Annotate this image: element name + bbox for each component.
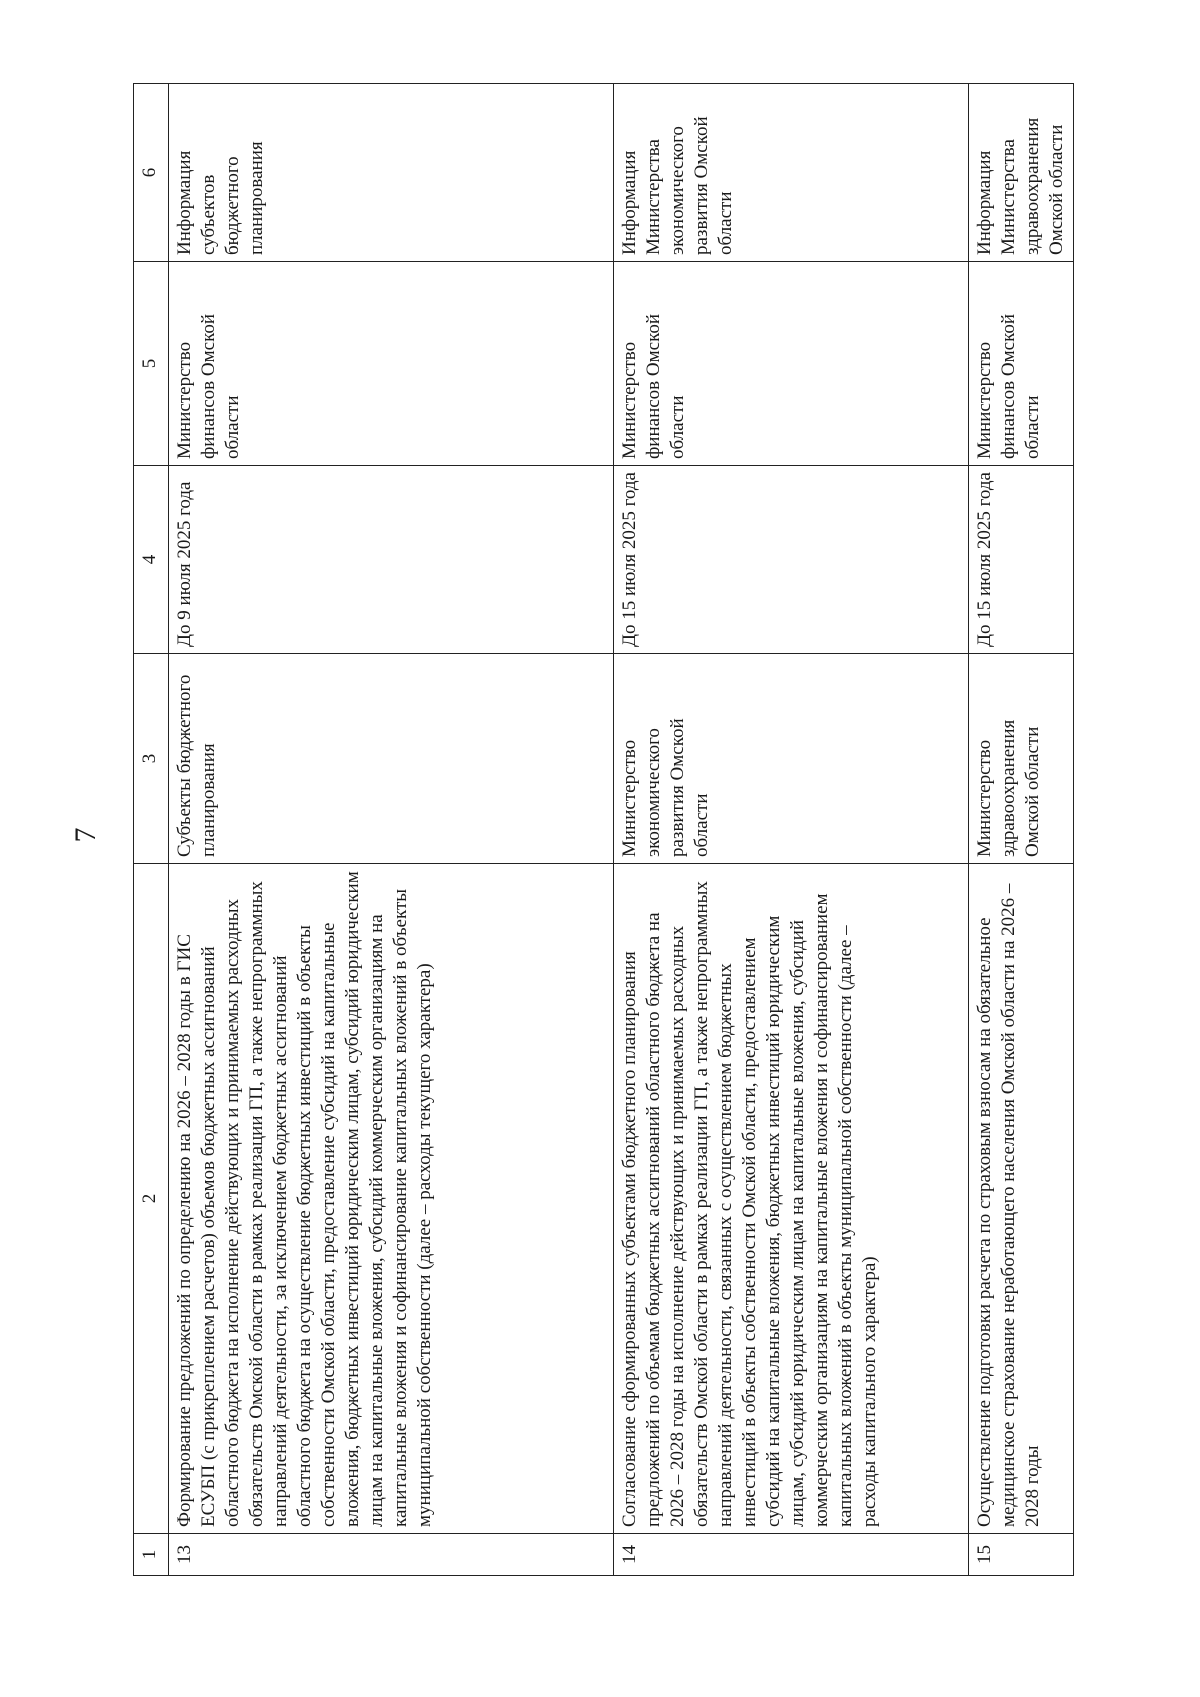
row-description: Осуществление подготовки расчета по страховым взносам на обязательное медицинское страхование неработающего населения Омской области на 2026 – 2028 годы <box>969 864 1074 1534</box>
row-number: 14 <box>614 1534 969 1576</box>
row-result: Информация Министерства экономического развития Омской области <box>614 84 969 262</box>
row-deadline: До 9 июля 2025 года <box>169 466 614 654</box>
column-number-row <box>134 84 169 1576</box>
page-number: 7 <box>69 827 102 843</box>
row-description: Согласование сформированных субъектами бюджетного планирования предложений по объемам бюджетных ассигнований областного бюджета на 2026 – 2028 годы на исполнение действующих и принимаемых расходных обязательств Омской области в рамках реализации ГП, а также непрограммных направлений деятельности, связанных с осуществлением бюджетных инвестиций в объекты собственности Омской области, предоставлением субсидий на капитальные вложения, бюджетных инвестиций юридическим лицам, субсидий юридическим лицам на капитальные вложения, субсидий коммерческим организациям на капитальные вложения и софинансированием капитальных вложений в объекты муниципальной собственности (далее – расходы капитального характера) <box>614 864 969 1534</box>
row-recipient: Министерство финансов Омской области <box>169 262 614 466</box>
row-executor: Субъекты бюджетного планирования <box>169 654 614 864</box>
table-row <box>614 84 969 1576</box>
row-number: 15 <box>969 1534 1074 1576</box>
column-header: 1 <box>134 1534 169 1576</box>
row-deadline: До 15 июля 2025 года <box>969 466 1074 654</box>
column-header: 6 <box>134 84 169 262</box>
row-recipient: Министерство финансов Омской области <box>969 262 1074 466</box>
column-header: 2 <box>134 864 169 1534</box>
row-number: 13 <box>169 1534 614 1576</box>
row-deadline: До 15 июля 2025 года <box>614 466 969 654</box>
column-header: 5 <box>134 262 169 466</box>
column-header: 4 <box>134 466 169 654</box>
row-executor: Министерство экономического развития Омской области <box>614 654 969 864</box>
row-executor: Министерство здравоохранения Омской области <box>969 654 1074 864</box>
table-row <box>969 84 1074 1576</box>
row-result: Информация Министерства здравоохранения Омской области <box>969 84 1074 262</box>
row-recipient: Министерство финансов Омской области <box>614 262 969 466</box>
row-description: Формирование предложений по определению на 2026 – 2028 годы в ГИС ЕСУБП (с прикреплением расчетов) объемов бюджетных ассигнований областного бюджета на исполнение действующих и принимаемых расходных обязательств Омской области в рамках реализации ГП, а также непрограммных направлений деятельности, за исключением бюджетных ассигнований областного бюджета на осуществление бюджетных инвестиций в объекты собственности Омской области, предоставление субсидий на капитальные вложения, бюджетных инвестиций юридическим лицам, субсидий юридическим лицам на капитальные вложения, субсидий коммерческим организациям на капитальные вложения и софинансирование капитальных вложений в объекты муниципальной собственности (далее – расходы текущего характера) <box>169 864 614 1534</box>
rotated-table-container <box>133 84 1068 1576</box>
column-header: 3 <box>134 654 169 864</box>
plan-table <box>133 83 1074 1576</box>
table-row <box>169 84 614 1576</box>
row-result: Информация субъектов бюджетного планирования <box>169 84 614 262</box>
